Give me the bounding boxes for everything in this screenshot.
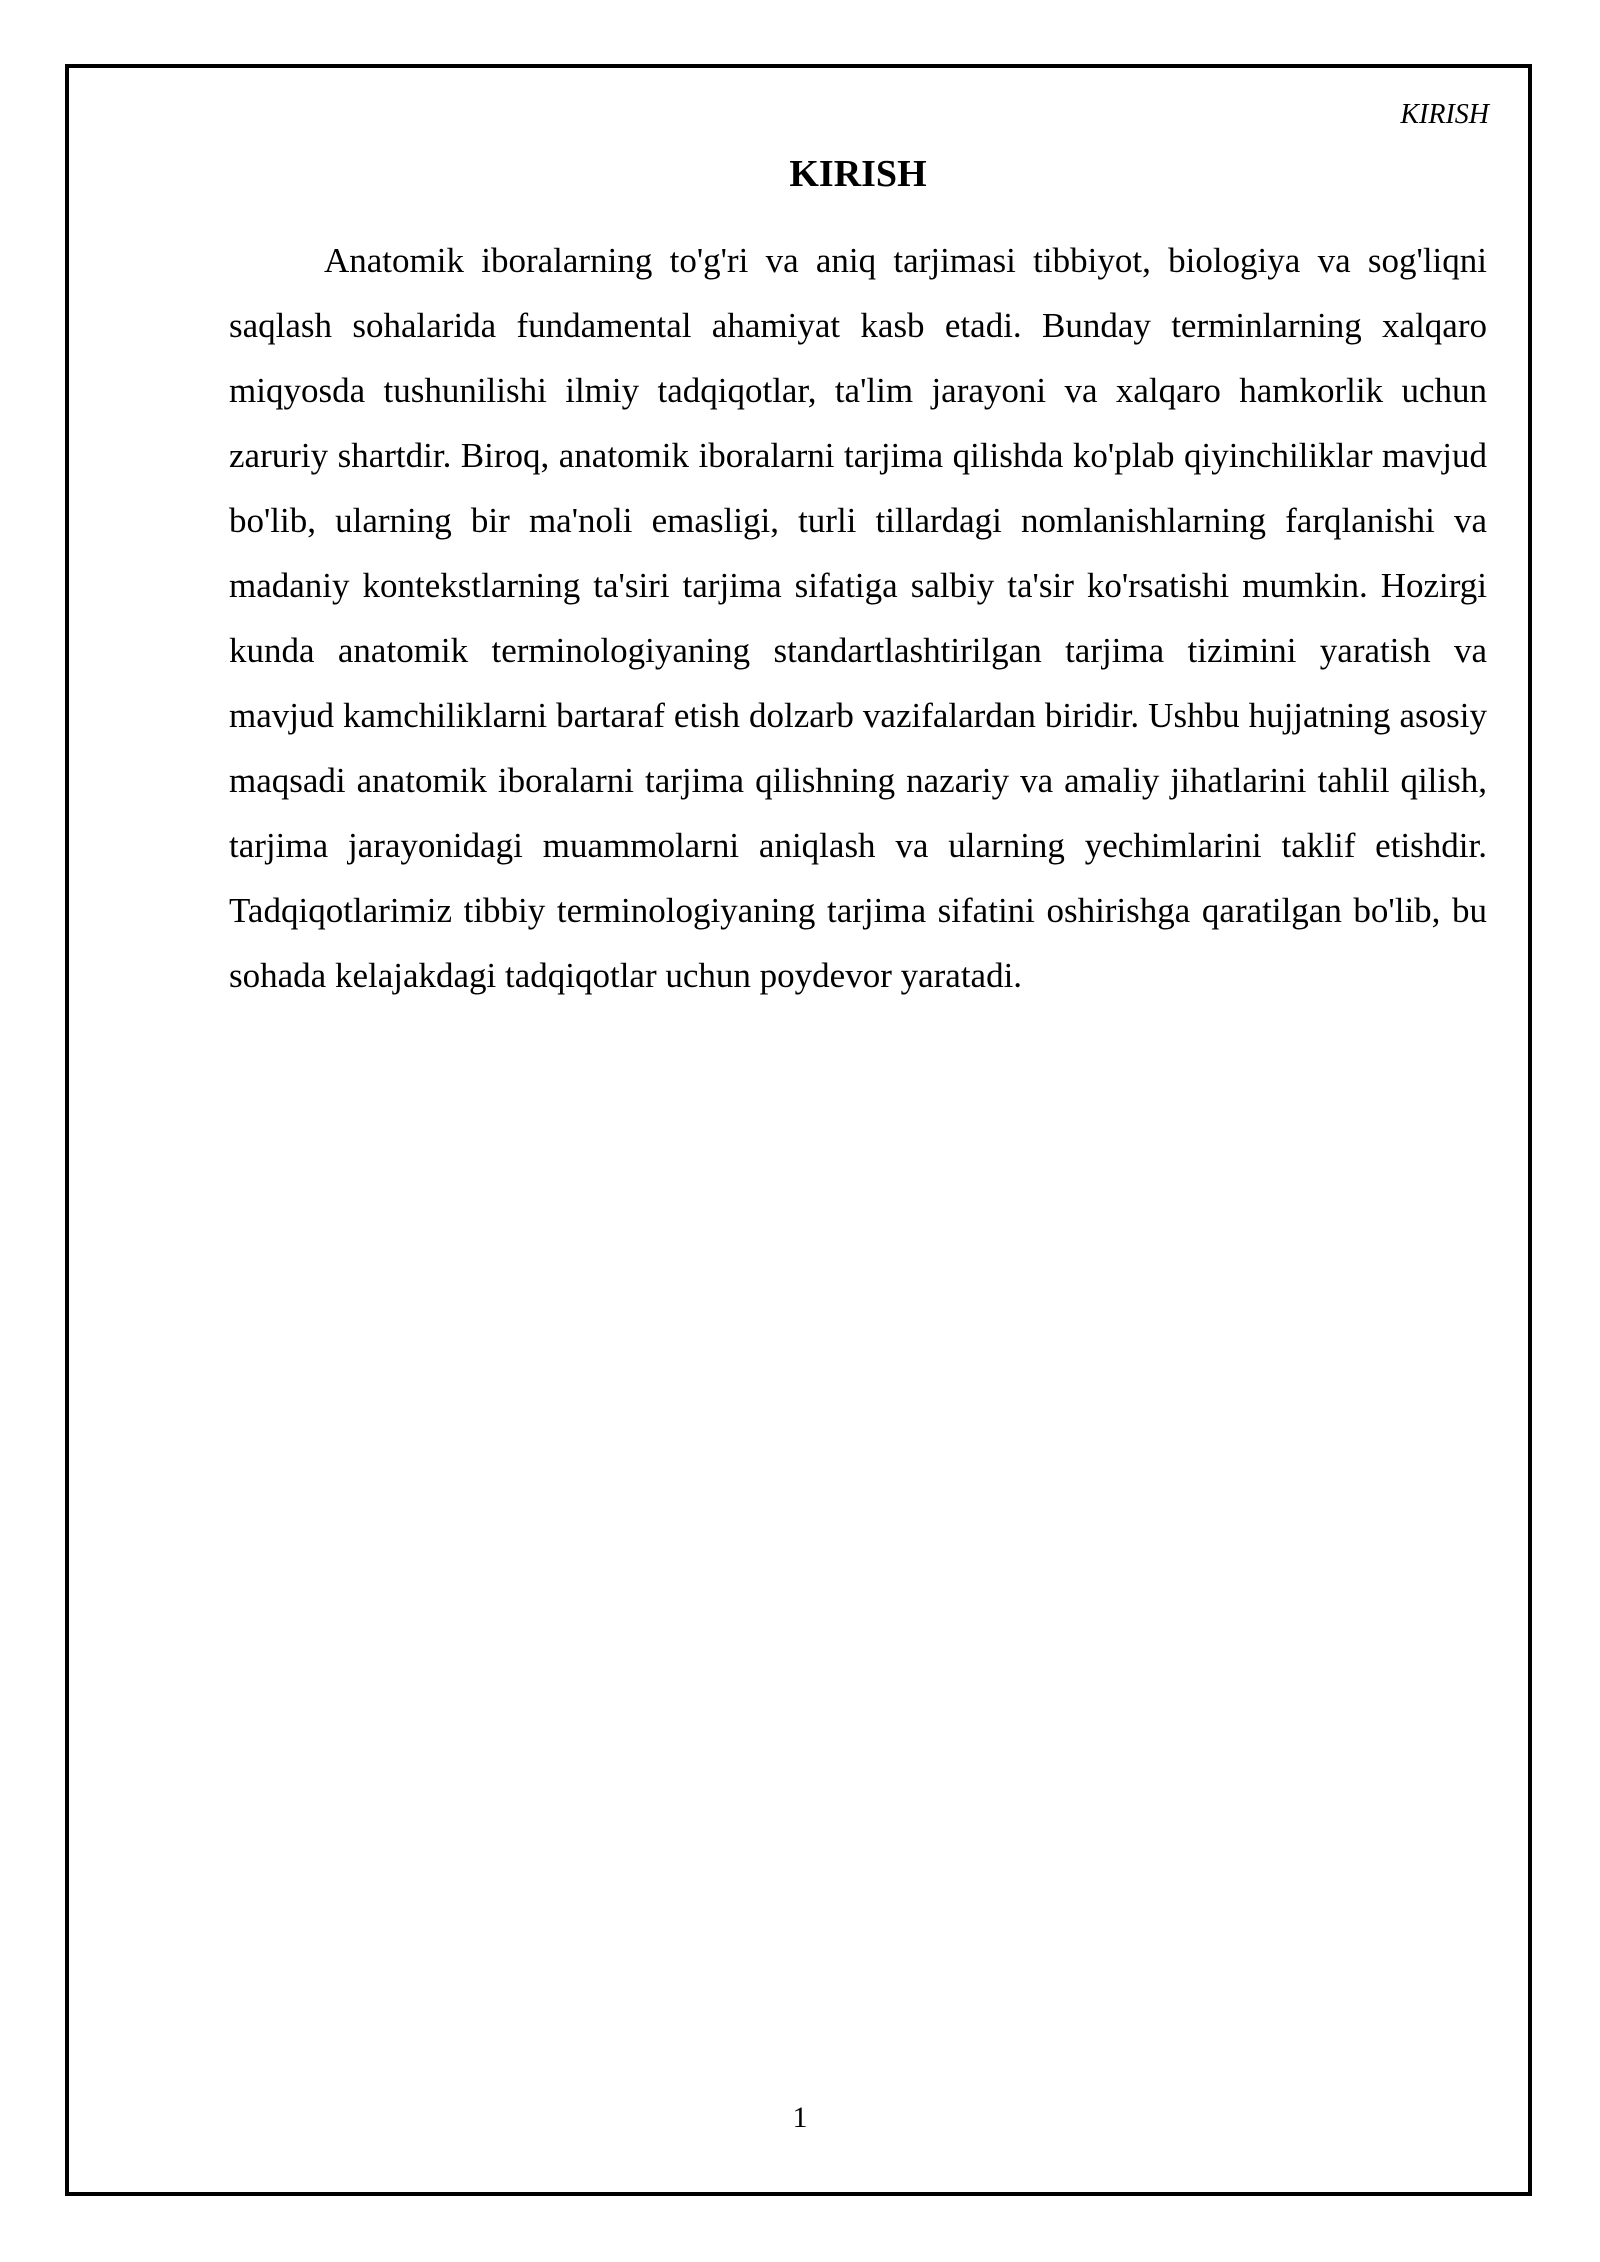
running-header: KIRISH: [1400, 99, 1489, 130]
page-title: KIRISH: [789, 153, 927, 195]
page-number: 1: [792, 2101, 808, 2134]
page-content: [229, 148, 1487, 1008]
body-paragraph: Anatomik iboralarning to'g'ri va aniq tarjimasi tibbiyot, biologiya va sog'liqni saqlash sohalarida fundamental ahamiyat kasb etadi. Bunday terminlarning xalqaro miqyosda tushunilishi ilmiy tadqiqotlar, ta'lim jarayoni va xalqaro hamkorlik uchun zaruriy shartdir. Biroq, anatomik iboralarni tarjima qilishda ko'plab qiyinchiliklar mavjud bo'lib, ularning bir ma'noli emasligi, turli tillardagi nomlanishlarning farqlanishi va madaniy kontekstlarning ta'siri tarjima sifatiga salbiy ta'sir ko'rsatishi mumkin. Hozirgi kunda anatomik terminologiyaning standartlashtirilgan tarjima tizimini yaratish va mavjud kamchiliklarni bartaraf etish dolzarb vazifalardan biridir. Ushbu hujjatning asosiy maqsadi anatomik iboralarni tarjima qilishning nazariy va amaliy jihatlarini tahlil qilish, tarjima jarayonidagi muammolarni aniqlash va ularning yechimlarini taklif etishdir. Tadqiqotlarimiz tibbiy terminologiyaning tarjima sifatini oshirishga qaratilgan bo'lib, bu sohada kelajakdagi tadqiqotlar uchun poydevor yaratadi.: [229, 241, 1487, 995]
